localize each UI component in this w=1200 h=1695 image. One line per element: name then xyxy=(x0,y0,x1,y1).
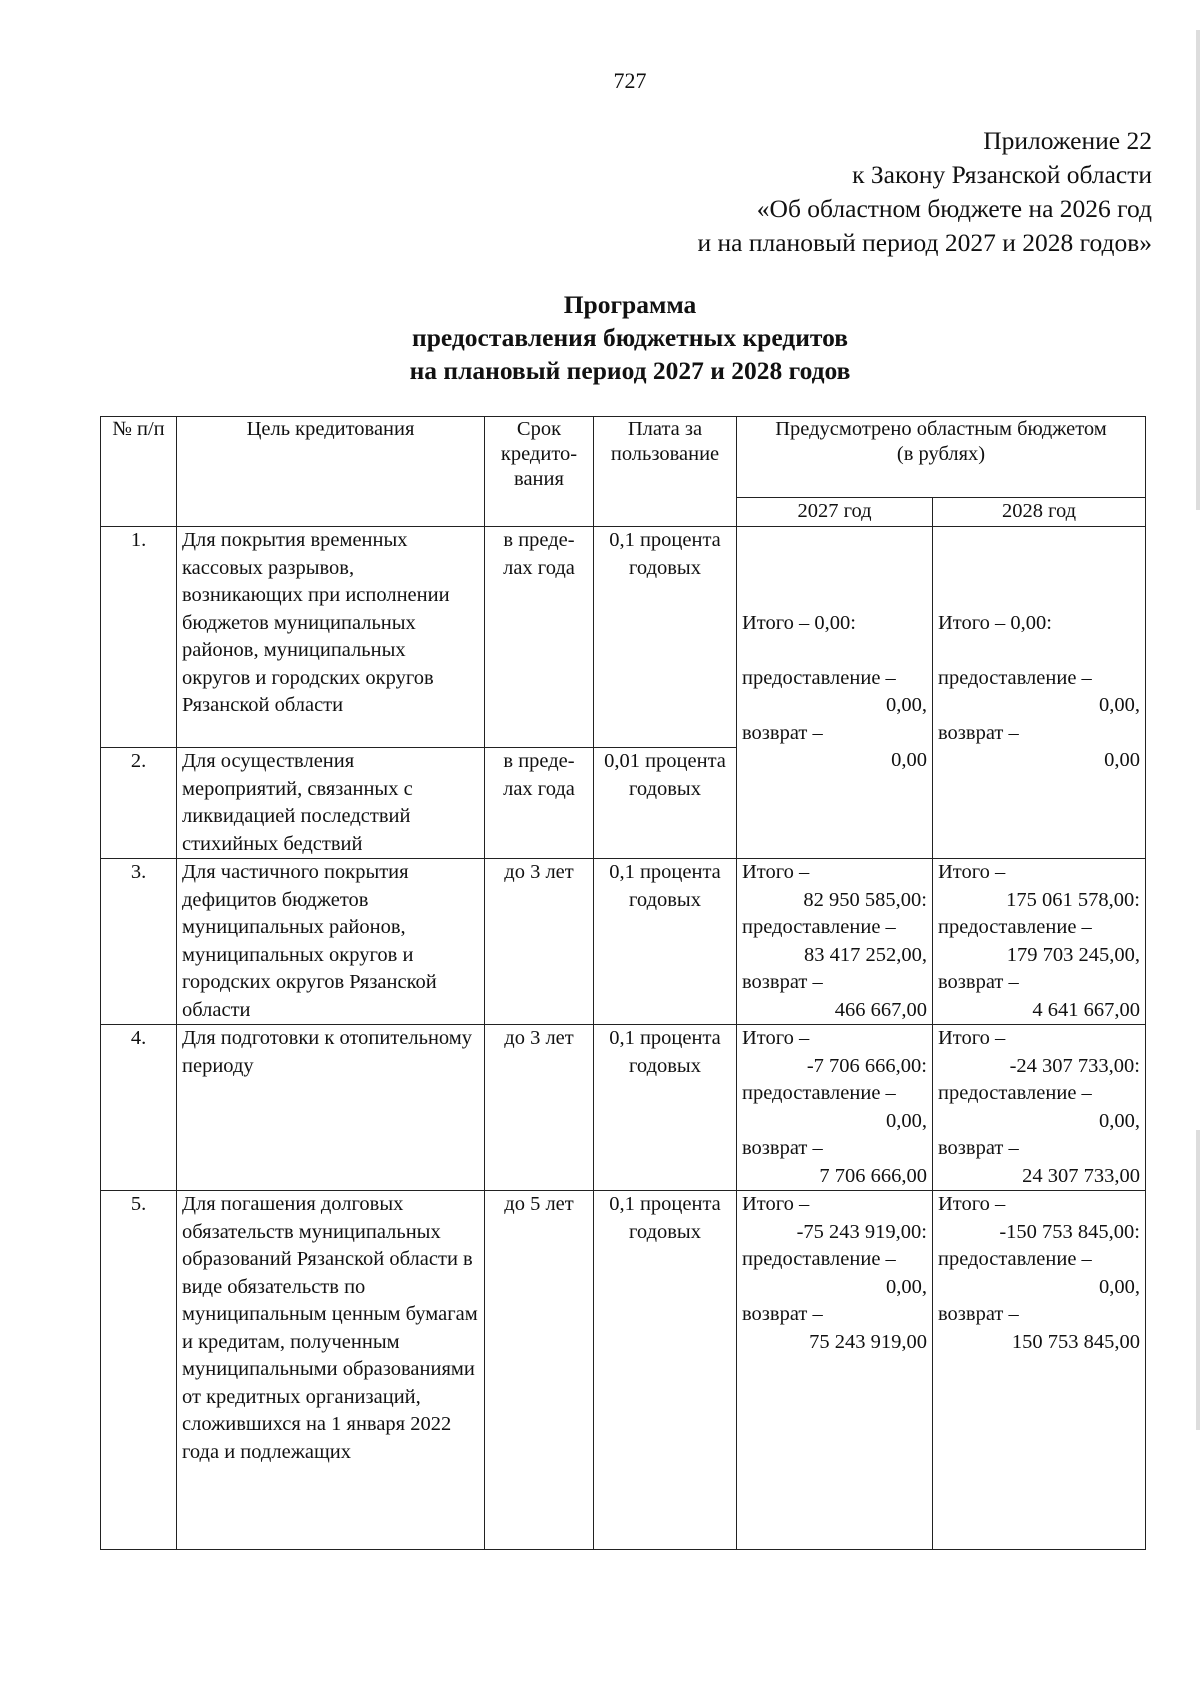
row-purpose: Для частичного покрытия дефицитов бюджетов муниципальных районов, муниципальных округов и городских округов Рязанской области xyxy=(177,859,485,1025)
header-fee: Плата за пользование xyxy=(594,417,737,527)
row-fee: 0,1 процента годовых xyxy=(594,859,737,1025)
amount-return: 4 641 667,00 xyxy=(1032,998,1140,1021)
amount-return: 0,00 xyxy=(1104,749,1140,771)
amount-2027-row-3 xyxy=(737,859,933,1025)
amount-return-label: возврат – xyxy=(742,721,823,744)
row-num: 4. xyxy=(101,1025,177,1191)
amount-grant: 179 703 245,00, xyxy=(1006,943,1140,966)
row-fee: 0,1 процента годовых xyxy=(594,527,737,748)
amount-return: 0,00 xyxy=(891,749,927,771)
amount-total: -75 243 919,00: xyxy=(796,1220,927,1243)
row-purpose: Для погашения долговых обязательств муниципальных образований Рязанской области в виде обязательств по муниципальным ценным бумагам и кредитам, полученным муниципальными образованиями от кредитных организаций, сложившихся на 1 января 2022 года и подлежащих xyxy=(177,1191,485,1550)
amount-total: -7 706 666,00: xyxy=(806,1054,927,1077)
amount-grant: 0,00, xyxy=(1099,1275,1140,1298)
row-purpose: Для подготовки к отопительному периоду xyxy=(177,1025,485,1191)
amount-grant-label: предоставление – xyxy=(742,666,896,689)
header-year-2027: 2027 год xyxy=(737,498,933,527)
row-fee: 0,01 процента годовых xyxy=(594,748,737,859)
row-purpose: Для осуществления мероприятий, связанных с ликвидацией последствий стихийных бедствий xyxy=(177,748,485,859)
scan-edge-mark xyxy=(1196,1130,1200,1430)
amount-total-label: Итого – xyxy=(938,1193,1006,1215)
amount-grant-label: предоставление – xyxy=(938,916,1092,938)
amount-total: Итого – 0,00: xyxy=(938,611,1052,634)
amount-2028-row-4 xyxy=(933,1025,1146,1191)
row-num: 3. xyxy=(101,859,177,1025)
amount-grant: 0,00, xyxy=(886,1275,927,1298)
amount-total-label: Итого – xyxy=(742,861,810,883)
amount-grant-label: предоставление – xyxy=(742,1248,896,1270)
row-fee: 0,1 процента годовых xyxy=(594,1025,737,1191)
amount-return-label: возврат – xyxy=(742,1137,823,1159)
scan-edge-mark xyxy=(1196,30,1200,510)
row-num: 5. xyxy=(101,1191,177,1550)
amount-grant: 0,00, xyxy=(1099,1109,1140,1132)
appendix-line: «Об областном бюджете на 2026 год xyxy=(756,194,1152,223)
amount-return: 24 307 733,00 xyxy=(1022,1164,1140,1187)
amount-grant-label: предоставление – xyxy=(938,1082,1092,1104)
header-purpose: Цель кредитования xyxy=(177,417,485,527)
amount-grant-label: предоставление – xyxy=(742,916,896,938)
row-fee: 0,1 процента годовых xyxy=(594,1191,737,1550)
amount-grant: 0,00, xyxy=(1099,694,1140,716)
amount-return-label: возврат – xyxy=(938,1137,1019,1159)
row-num: 2. xyxy=(101,748,177,859)
amount-return: 466 667,00 xyxy=(834,998,927,1021)
amount-return: 7 706 666,00 xyxy=(819,1164,927,1187)
table-row xyxy=(101,859,1146,1025)
amount-total: Итого – 0,00: xyxy=(742,611,856,634)
row-term: в преде-лах года xyxy=(485,527,594,748)
amount-total-label: Итого – xyxy=(938,1027,1006,1049)
appendix-line: к Закону Рязанской области xyxy=(852,160,1152,189)
header-budget: Предусмотрено областным бюджетом (в рублях) xyxy=(737,417,1146,498)
amount-return-label: возврат – xyxy=(938,971,1019,993)
table-row xyxy=(101,1191,1146,1550)
amount-total-label: Итого – xyxy=(742,1193,810,1215)
page-number: 727 xyxy=(613,68,647,93)
amount-grant-label: предоставление – xyxy=(938,666,1092,689)
amount-total-label: Итого – xyxy=(938,861,1006,883)
row-num: 1. xyxy=(101,527,177,748)
title-line: на плановый период 2027 и 2028 годов xyxy=(409,356,851,385)
amount-total-label: Итого – xyxy=(742,1027,810,1049)
row-purpose: Для покрытия временных кассовых разрывов, возникающих при исполнении бюджетов муниципальных районов, муниципальных округов и городских округов Рязанской области xyxy=(177,527,485,748)
amount-grant-label: предоставление – xyxy=(742,1082,896,1104)
row-term: до 3 лет xyxy=(485,1025,594,1191)
amount-2028-row-5 xyxy=(933,1191,1146,1550)
row-term: в преде-лах года xyxy=(485,748,594,859)
amount-grant-label: предоставление – xyxy=(938,1248,1092,1270)
amount-grant: 0,00, xyxy=(886,694,927,716)
table-header-row xyxy=(101,417,1146,498)
amount-return-label: возврат – xyxy=(938,1303,1019,1325)
amount-2027-row-4 xyxy=(737,1025,933,1191)
title-line: предоставления бюджетных кредитов xyxy=(412,323,848,352)
row-term: до 5 лет xyxy=(485,1191,594,1550)
amount-return-label: возврат – xyxy=(742,1303,823,1325)
amount-total: -150 753 845,00: xyxy=(999,1220,1140,1243)
appendix-line: Приложение 22 xyxy=(983,126,1152,155)
amount-total: -24 307 733,00: xyxy=(1009,1054,1140,1077)
document-title xyxy=(0,288,1200,387)
header-term: Срок кредито-вания xyxy=(485,417,594,527)
appendix-line: и на плановый период 2027 и 2028 годов» xyxy=(697,228,1152,257)
amount-2028-row-3 xyxy=(933,859,1146,1025)
amount-return-label: возврат – xyxy=(742,971,823,993)
amount-2027-row-5 xyxy=(737,1191,933,1550)
amount-total: 82 950 585,00: xyxy=(803,888,927,911)
appendix-header xyxy=(698,124,1153,260)
title-line: Программа xyxy=(563,290,697,319)
amount-return: 75 243 919,00 xyxy=(809,1330,927,1353)
table-row xyxy=(101,527,1146,748)
amount-2028-rows-1-2 xyxy=(933,527,1146,859)
amount-return: 150 753 845,00 xyxy=(1011,1330,1140,1353)
credit-program-table xyxy=(100,416,1146,1550)
amount-grant: 83 417 252,00, xyxy=(804,943,927,966)
row-term: до 3 лет xyxy=(485,859,594,1025)
header-year-2028: 2028 год xyxy=(933,498,1146,527)
header-num: № п/п xyxy=(101,417,177,527)
table-row xyxy=(101,1025,1146,1191)
amount-grant: 0,00, xyxy=(886,1109,927,1132)
amount-2027-rows-1-2 xyxy=(737,527,933,859)
amount-total: 175 061 578,00: xyxy=(1006,888,1140,911)
amount-return-label: возврат – xyxy=(938,721,1019,744)
